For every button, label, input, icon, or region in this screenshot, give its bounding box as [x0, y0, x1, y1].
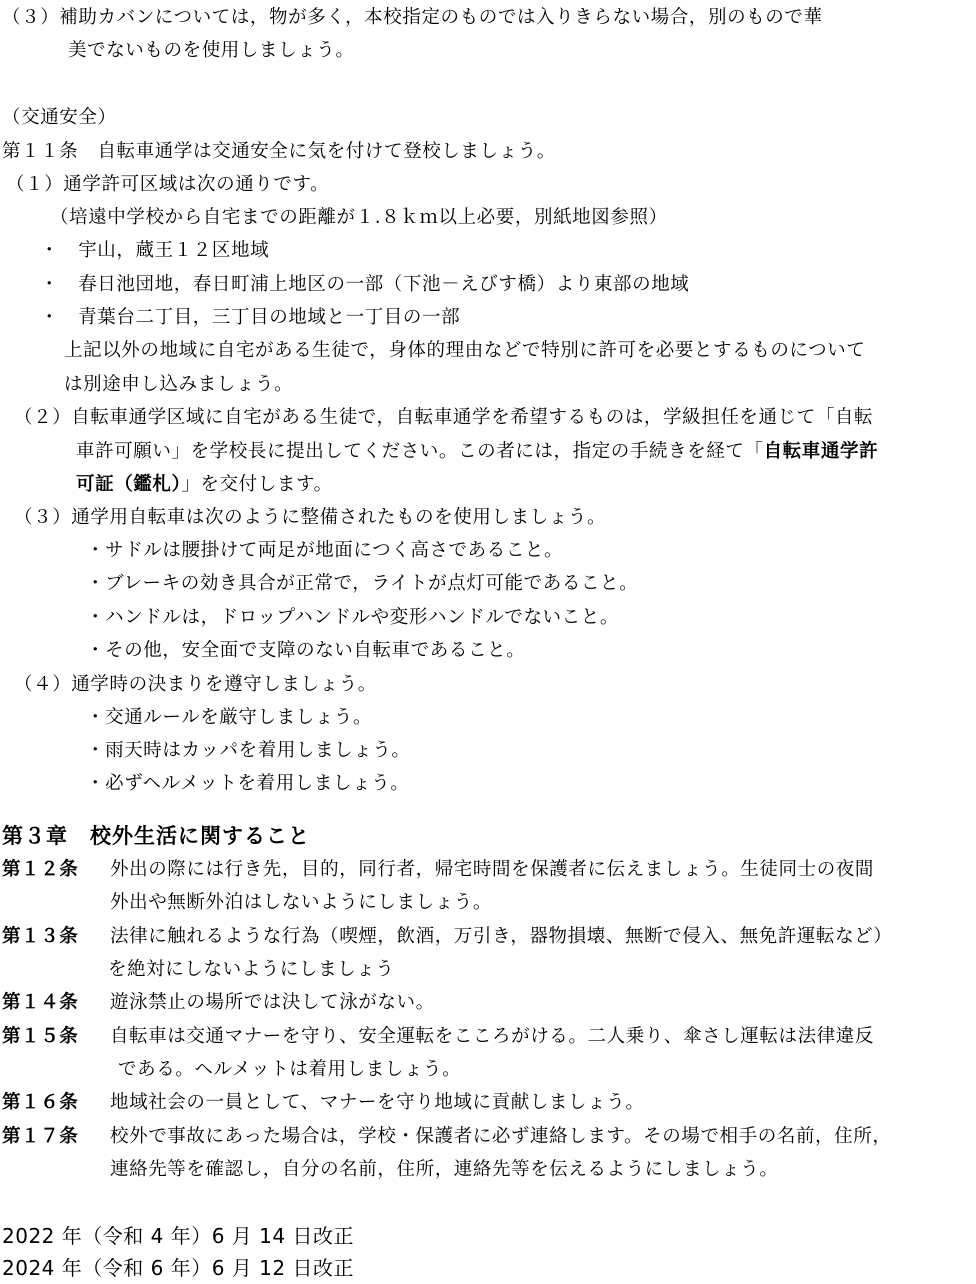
article-11: 第１１条 自転車通学は交通安全に気を付けて登校しましょう。: [2, 141, 556, 162]
bicycle-rule-item: ・その他，安全面で支障のない自転車であること。: [86, 640, 526, 661]
item-4-heading: （４）通学時の決まりを遵守しましょう。: [14, 674, 377, 695]
item-1-note: （培遠中学校から自宅までの距離が１.８ｋｍ以上必要，別紙地図参照）: [50, 207, 668, 228]
commute-rule-item: ・必ずヘルメットを着用しましょう。: [86, 773, 410, 794]
bicycle-rule-item: ・ハンドルは，ドロップハンドルや変形ハンドルでないこと。: [86, 607, 619, 628]
article-15-line2: である。ヘルメットは着用しましょう。: [118, 1059, 462, 1080]
article-16-line1: 地域社会の一員として、マナーを守り地域に貢献しましょう。: [110, 1092, 645, 1113]
area-list-item: ・ 春日池団地，春日町浦上地区の一部（下池－えびす橋）より東部の地域: [40, 274, 690, 295]
item-1-tail-line2: は別途申し込みましょう。: [64, 374, 294, 395]
item-1-heading: （１）通学許可区域は次の通りです。: [6, 174, 330, 195]
item-2-line1: （２）自転車通学区域に自宅がある生徒で，自転車通学を希望するものは，学級担任を通じて「自転: [14, 407, 874, 428]
article-12-line2: 外出や無断外泊はしないようにしましょう。: [110, 892, 493, 913]
article-17-label: 第１７条: [2, 1126, 79, 1147]
article-17-line2: 連絡先等を確認し，自分の名前，住所，連絡先等を伝えるようにしましょう。: [110, 1159, 779, 1180]
item-2-line2: [76, 440, 878, 464]
item-3-bag-line2: 美でないものを使用しましょう。: [68, 40, 355, 61]
article-13-line1: 法律に触れるような行為（喫煙，飲酒，万引き，器物損壊、無断で侵入、無免許運転など）: [110, 926, 893, 947]
area-list-item: ・ 青葉台二丁目，三丁目の地域と一丁目の一部: [40, 307, 461, 328]
article-14-line1: 遊泳禁止の場所では決して泳がない。: [110, 992, 435, 1013]
section-heading-traffic: （交通安全）: [2, 107, 117, 128]
revision-date: 2024 年（令和 6 年）6 月 12 日改正: [2, 1256, 354, 1280]
item-3-heading: （３）通学用自転車は次のように整備されたものを使用しましょう。: [14, 507, 607, 528]
bicycle-rule-item: ・ブレーキの効き具合が正常で，ライトが点灯可能であること。: [86, 573, 639, 594]
article-13-label: 第１３条: [2, 926, 79, 947]
article-15-line1: 自転車は交通マナーを守り、安全運転をこころがける。二人乗り、傘さし運転は法律違反: [110, 1026, 875, 1047]
chapter-3-title: 第３章 校外生活に関すること: [2, 824, 310, 848]
permit-name-bold: 自転車通学許: [763, 441, 879, 462]
article-14-label: 第１４条: [2, 992, 79, 1013]
item-3-bag-line1: （３）補助カバンについては，物が多く，本校指定のものでは入りきらない場合，別のもので華: [2, 7, 823, 28]
item-1-tail-line1: 上記以外の地域に自宅がある生徒で，身体的理由などで特別に許可を必要とするものについて: [64, 340, 866, 361]
article-12-line1: 外出の際には行き先，目的，同行者，帰宅時間を保護者に伝えましょう。生徒同士の夜間: [110, 859, 875, 880]
article-17-line1: 校外で事故にあった場合は，学校・保護者に必ず連絡します。その場で相手の名前，住所，: [110, 1126, 892, 1147]
item-2-line3-text: 」を交付します。: [181, 474, 333, 495]
revision-date: 2022 年（令和 4 年）6 月 14 日改正: [2, 1224, 354, 1248]
commute-rule-item: ・交通ルールを厳守しましょう。: [86, 707, 373, 728]
article-13-line2: を絶対にしないようにしましょう: [108, 959, 395, 980]
area-list-item: ・ 宇山，蔵王１２区地域: [40, 240, 270, 261]
item-2-line3: [76, 473, 333, 497]
article-12-label: 第１２条: [2, 859, 79, 880]
commute-rule-item: ・雨天時はカッパを着用しましょう。: [86, 740, 411, 761]
permit-name-bold-cont: 可証（鑑札）: [76, 474, 182, 495]
item-2-line2-text: 車許可願い」を学校長に提出してください。この者には，指定の手続きを経て「: [76, 441, 764, 462]
article-15-label: 第１５条: [2, 1026, 79, 1047]
bicycle-rule-item: ・サドルは腰掛けて両足が地面につく高さであること。: [86, 540, 564, 561]
article-16-label: 第１６条: [2, 1092, 79, 1113]
